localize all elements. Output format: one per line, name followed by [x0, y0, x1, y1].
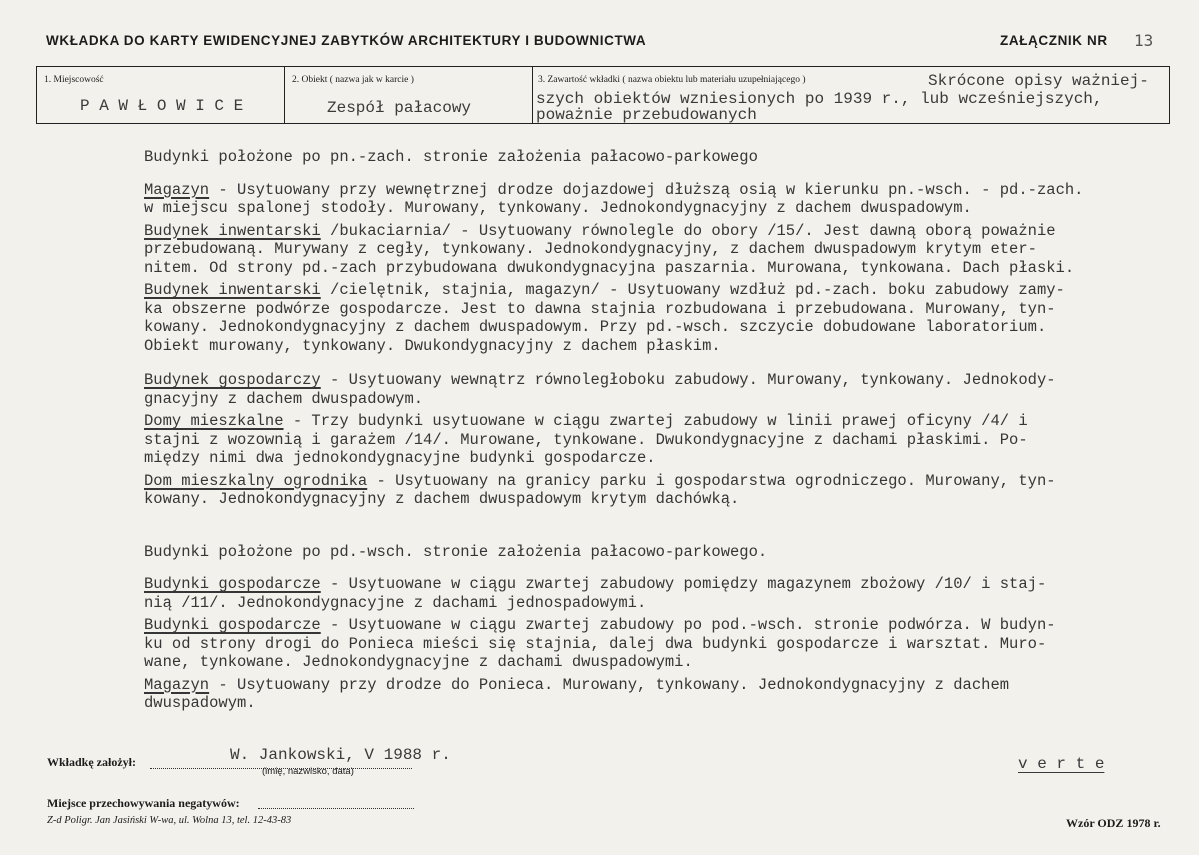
underlined-term: Magazyn	[144, 675, 210, 694]
field-label-locality: 1. Miejscowość	[44, 75, 104, 85]
text-line: /cielętnik, stajnia, magazyn/ - Usytuowany wzdłuż pd.-zach. boku zabudowy zamy-	[320, 281, 1065, 299]
form-template-id: Wzór ODZ 1978 r.	[1066, 816, 1161, 830]
underlined-term: Magazyn	[144, 180, 210, 199]
field-value-contents-line2: szych obiektów wzniesionych po 1939 r., lub wcześniejszych,	[536, 90, 1103, 108]
paragraph-domy-mieszkalne	[144, 412, 1184, 468]
verte-mark: v e r t e	[1018, 755, 1105, 773]
text-line: - Usytuowane w ciągu zwartej zabudowy po pod.-wsch. stronie podwórza. W budyn-	[320, 616, 1056, 634]
text-line: Budynki położone po pd.-wsch. stronie założenia pałacowo-parkowego.	[144, 542, 768, 561]
text-line: - Usytuowany na granicy parku i gospodarstwa ogrodniczego. Murowany, tyn-	[367, 471, 1056, 490]
text-line: nitem. Od strony pd.-zach przybudowana dwukondygnacyjna paszarnia. Murowana, tynkowana. Dach płaski.	[144, 258, 1075, 277]
field-value-contents-line1: Skrócone opisy ważniej-	[928, 72, 1149, 90]
paragraph-magazyn-2	[144, 676, 1184, 713]
text-line: nią /11/. Jednokondygnacyjne z dachami jednospadowymi.	[144, 593, 647, 612]
text-line: - Usytuowany przy wewnętrznej drodze dojazdowej dłuższą osią w kierunku pn.-wsch. - pd.-zach.	[209, 180, 1084, 199]
text-line: - Usytuowane w ciągu zwartej zabudowy pomiędzy magazynem zbożowy /10/ i staj-	[320, 575, 1047, 593]
underlined-term: Domy mieszkalne	[144, 412, 284, 430]
text-line: Obiekt murowany, tynkowany. Dwukondygnacyjny z dachem płaskim.	[144, 336, 721, 355]
text-line: między nimi dwa jednokondygnacyjne budynki gospodarcze.	[144, 449, 656, 467]
text-line: wane, tynkowane. Jednokondygnacyjne z dachami dwuspadowymi.	[144, 653, 693, 671]
section-heading-nw	[144, 148, 1184, 167]
underlined-term: Budynek inwentarski	[144, 221, 321, 240]
paragraph-budynki-gospodarcze-1	[144, 575, 1184, 612]
negatives-dotted-line	[258, 808, 414, 809]
text-line: - Usytuowany wewnątrz równoległoboku zabudowy. Murowany, tynkowany. Jednokody-	[320, 371, 1056, 389]
text-line: stajni z wozownią i garażem /14/. Murowane, tynkowane. Dwukondygnacyjne z dachami płaskimi. Po-	[144, 430, 1028, 449]
text-line: dwuspadowym.	[144, 694, 256, 712]
column-divider-2	[532, 66, 533, 123]
field-label-contents: 3. Zawartość wkładki ( nazwa obiektu lub materiału uzupełniającego )	[538, 75, 806, 85]
negatives-location-label: Miejsce przechowywania negatywów:	[47, 796, 240, 810]
table-top-border	[36, 66, 1170, 67]
founder-caption: (imię, nazwisko, data)	[262, 766, 354, 777]
attachment-label: ZAŁĄCZNIK NR	[1000, 33, 1108, 48]
paragraph-budynek-inwentarski-2	[144, 281, 1184, 355]
text-line: gnacyjny z dachem dwuspadowym.	[144, 389, 424, 408]
field-value-locality: P A W Ł O W I C E	[80, 97, 244, 115]
table-left-border	[36, 66, 37, 123]
paragraph-dom-ogrodnika	[144, 472, 1184, 509]
attachment-number: 13	[1134, 31, 1154, 50]
paragraph-magazyn	[144, 181, 1184, 218]
founder-value: W. Jankowski, V 1988 r.	[230, 746, 451, 764]
paragraph-budynki-gospodarcze-2	[144, 616, 1184, 672]
text-line: ku od strony drogi do Poniecа mieści się stajnia, dalej dwa budynki gospodarcze i warsztat. Muro-	[144, 634, 1047, 653]
field-value-object: Zespół pałacowy	[327, 99, 472, 117]
underlined-term: Budynki gospodarcze	[144, 616, 321, 634]
text-line: kowany. Jednokondygnacyjny z dachem dwuspadowym krytym dachówką.	[144, 490, 740, 508]
underlined-term: Budynek gospodarczy	[144, 371, 321, 389]
form-title: WKŁADKA DO KARTY EWIDENCYJNEJ ZABYTKÓW ARCHITEKTURY I BUDOWNICTWA	[46, 33, 647, 48]
text-line: ka obszerne podwórze gospodarcze. Jest to dawna stajnia rozbudowana i przebudowana. Murowany, tyn-	[144, 299, 1056, 318]
underlined-term: Budynki gospodarcze	[144, 575, 321, 593]
printer-imprint: Z-d Poligr. Jan Jasiński W-wa, ul. Wolna 13, tel. 12-43-83	[47, 815, 292, 826]
text-line: - Usytuowany przy drodze do Ponieca. Murowany, tynkowany. Jednokondygnacyjny z dachem	[209, 675, 1010, 694]
text-line: - Trzy budynki usytuowane w ciągu zwartej zabudowy w linii prawej oficyny /4/ i	[283, 412, 1028, 430]
text-line: kowany. Jednokondygnacyjny z dachem dwuspadowym. Przy pd.-wsch. szczycie dobudowane laboratorium.	[144, 318, 1047, 336]
paragraph-budynek-inwentarski-1	[144, 222, 1184, 278]
column-divider-1	[284, 66, 285, 123]
description-body	[144, 148, 1184, 713]
field-value-contents-line3: poważnie przebudowanych	[536, 106, 757, 124]
text-line: /bukaciarnia/ - Usytuowany równolegle do obory /15/. Jest dawną oborą poważnie	[320, 221, 1056, 240]
text-line: w miejscu spalonej stodoły. Murowany, tynkowany. Jednokondygnacyjny z dachem dwuspadowym.	[144, 199, 972, 217]
field-label-object: 2. Obiekt ( nazwa jak w karcie )	[292, 75, 414, 85]
paragraph-budynek-gospodarczy	[144, 371, 1184, 408]
founder-label: Wkładkę założył:	[47, 755, 136, 769]
text-line: Budynki położone po pn.-zach. stronie założenia pałacowo-parkowego	[144, 148, 758, 166]
table-right-border	[1169, 66, 1170, 123]
section-heading-se	[144, 543, 1184, 562]
underlined-term: Dom mieszkalny ogrodnika	[144, 471, 368, 490]
text-line: przebudowaną. Murywany z cegły, tynkowany. Jednokondygnacyjny, z dachem dwuspadowym krytym eter-	[144, 240, 1037, 258]
underlined-term: Budynek inwentarski	[144, 281, 321, 299]
